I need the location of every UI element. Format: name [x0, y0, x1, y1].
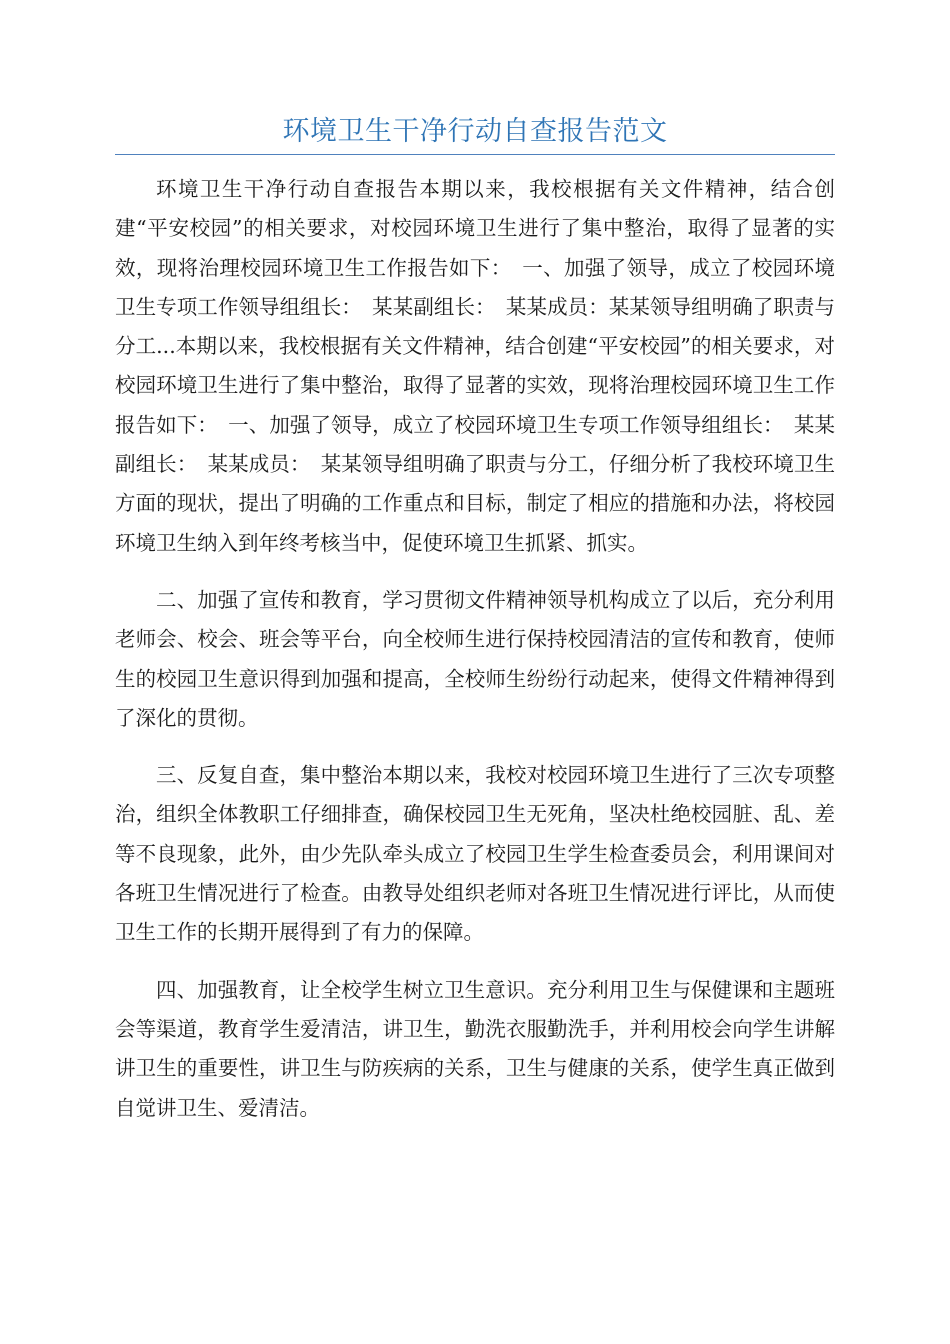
- document-title: 环境卫生干净行动自查报告范文: [282, 116, 668, 147]
- document-body: [115, 170, 835, 1146]
- paragraph-4: 四、加强教育，让全校学生树立卫生意识。充分利用卫生与保健课和主题班会等渠道，教育学生爱清洁，讲卫生，勤洗衣服勤洗手，并利用校会向学生讲解讲卫生的重要性，讲卫生与防疾病的关系，卫生与健康的关系，使学生真正做到自觉讲卫生、爱清洁。: [115, 977, 835, 1120]
- paragraph-3: 三、反复自查，集中整治本期以来，我校对校园环境卫生进行了三次专项整治，组织全体教职工仔细排查，确保校园卫生无死角，坚决杜绝校园脏、乱、差等不良现象，此外，由少先队牵头成立了校园卫生学生检查委员会，利用课间对各班卫生情况进行了检查。由教导处组织老师对各班卫生情况进行评比，从而使卫生工作的长期开展得到了有力的保障。: [115, 763, 835, 945]
- paragraph-2: 二、加强了宣传和教育，学习贯彻文件精神领导机构成立了以后，充分利用老师会、校会、班会等平台，向全校师生进行保持校园清洁的宣传和教育，使师生的校园卫生意识得到加强和提高，全校师生纷纷行动起来，使得文件精神得到了深化的贯彻。: [115, 587, 835, 730]
- paragraph-1: 环境卫生干净行动自查报告本期以来，我校根据有关文件精神，结合创建“平安校园”的相关要求，对校园环境卫生进行了集中整治，取得了显著的实效，现将治理校园环境卫生工作报告如下： 一、加强了领导，成立了校园环境卫生专项工作领导组组长： 某某副组长： 某某成员：某某领导组明确了职责与分工...本期以来，我校根据有关文件精神，结合创建“平安校园”的相关要求，对校园环境卫生进行了集中整治，取得了显著的实效，现将治理校园环境卫生工作报告如下： 一、加强了领导，成立了校园环境卫生专项工作领导组组长： 某某副组长： 某某成员： 某某领导组明确了职责与分工，仔细分析了我校环境卫生方面的现状，提出了明确的工作重点和目标，制定了相应的措施和办法，将校园环境卫生纳入到年终考核当中，促使环境卫生抓紧、抓实。: [115, 177, 835, 555]
- title-underline: [115, 154, 835, 155]
